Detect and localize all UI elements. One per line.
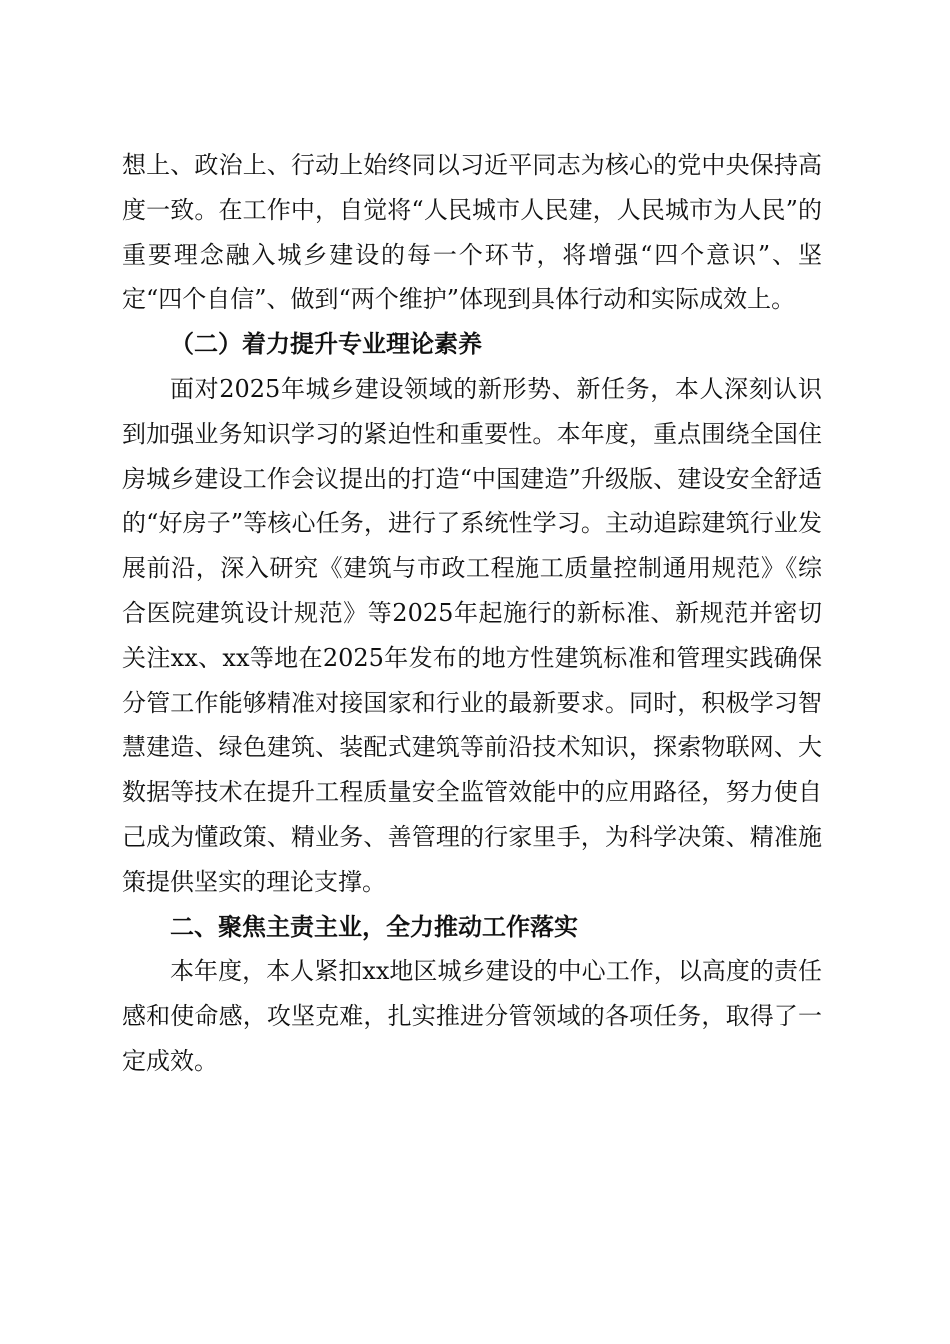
body-paragraph: 本年度，本人紧扣xx地区城乡建设的中心工作，以高度的责任感和使命感，攻坚克难，扎实推进分管领域的各项任务，取得了一定成效。 [122,957,822,1075]
subsection-heading: （二）着力提升专业理论素养 [170,329,482,359]
body-paragraph: 面对2025年城乡建设领域的新形势、新任务，本人深刻认识到加强业务知识学习的紧迫性和重要性。本年度，重点围绕全国住房城乡建设工作会议提出的打造“中国建造”升级版、建设安全舒适的“好房子”等核心任务，进行了系统性学习。主动追踪建筑行业发展前沿，深入研究《建筑与市政工程施工质量控制通用规范》《综合医院建筑设计规范》等2025年起施行的新标准、新规范并密切关注xx、xx等地在2025年发布的地方性建筑标准和管理实践确保分管工作能够精准对接国家和行业的最新要求。同时，积极学习智慧建造、绿色建筑、装配式建筑等前沿技术知识，探索物联网、大数据等技术在提升工程质量安全监管效能中的应用路径，努力使自己成为懂政策、精业务、善管理的行家里手，为科学决策、精准施策提供坚实的理论支撑。 [122,374,822,896]
section-heading: 二、聚焦主责主业，全力推动工作落实 [170,912,578,941]
document-body [122,143,822,1084]
body-paragraph-continuation: 想上、政治上、行动上始终同以习近平同志为核心的党中央保持高度一致。在工作中，自觉将“人民城市人民建，人民城市为人民”的重要理念融入城乡建设的每一个环节，将增强“四个意识”、坚定“四个自信”、做到“两个维护”体现到具体行动和实际成效上。 [122,151,822,314]
